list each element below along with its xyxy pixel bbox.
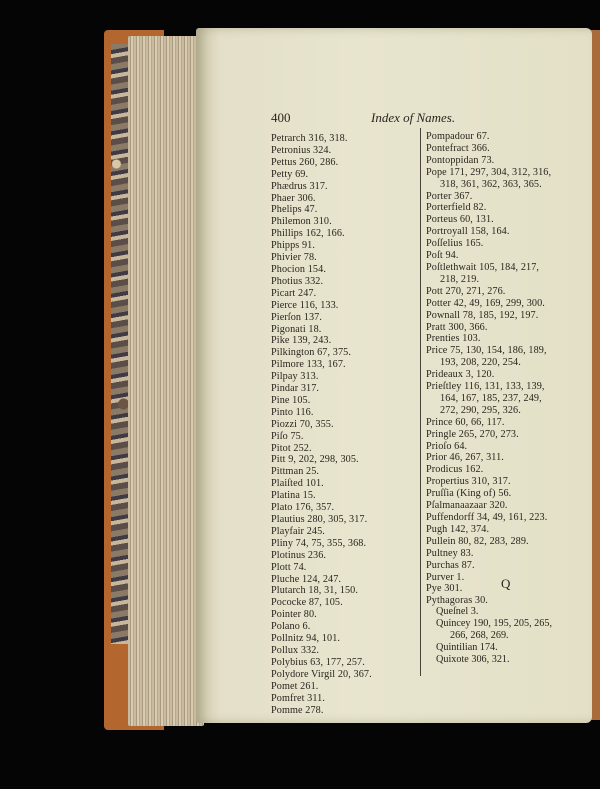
index-entry: Pringle 265, 270, 273. [426,428,519,440]
index-entry: Pierce 116, 133. [271,299,339,311]
index-entry: Poſſelius 165. [426,238,484,250]
index-entry: Plaiſted 101. [271,478,324,490]
index-entry: Philemon 310. [271,216,332,228]
index-entry: Plautius 280, 305, 317. [271,514,368,525]
index-entry: 164, 167, 185, 237, 249, [440,392,542,404]
index-entry: Pierſon 137. [271,311,323,323]
index-entry: Pott 270, 271, 276. [426,285,506,297]
index-entry: Portroyall 158, 164. [426,226,510,238]
column-divider [420,128,421,676]
index-entry: Pontoppidan 73. [426,154,495,166]
index-entry: 218, 219. [440,273,480,285]
index-entry: Pine 105. [271,394,311,406]
index-entry: Pilmore 133, 167. [271,359,346,371]
index-entry: Prioſo 64. [426,440,468,452]
index-entry: Pomme 278. [271,704,324,716]
page-number: 400 [271,110,291,125]
page-header [196,110,592,128]
index-entry: Pollux 332. [271,644,320,656]
index-entry: Purver 1. [426,571,465,583]
index-entry: Propertius 310, 317. [426,476,511,488]
index-entry: Quintilian 174. [436,641,498,653]
index-entry: Polybius 63, 177, 257. [271,656,365,668]
index-entry: Prior 46, 267, 311. [426,452,504,464]
index-entry: Prince 60, 66, 117. [426,416,505,428]
index-entry: Petronius 324. [271,144,332,156]
index-entry: Prideaux 3, 120. [426,369,495,381]
index-entry: Picart 247. [271,287,317,299]
index-entry: Pugh 142, 374. [426,523,490,535]
index-entry: Phocion 154. [271,263,326,275]
index-entry: 266, 268, 269. [450,629,509,641]
index-entry: Pluche 124, 247. [271,573,342,585]
index-entry: 193, 208, 220, 254. [440,357,521,369]
index-entry: Queſnel 3. [436,606,479,617]
index-entry: Poſtlethwait 105, 184, 217, [426,261,540,273]
index-column-q [436,606,586,666]
index-entry: Quixote 306, 321. [436,653,510,665]
index-entry: Pike 139, 243. [271,335,332,347]
marbled-endpaper [111,44,129,644]
index-entry: Pitt 9, 202, 298, 305. [271,454,359,466]
index-entry: Pompadour 67. [426,131,490,142]
index-entry: Pontefract 366. [426,142,490,154]
index-entry: Pomet 261. [271,680,319,692]
index-entry: Petty 69. [271,168,309,180]
index-entry: Playfair 245. [271,525,325,537]
index-entry: Phivier 78. [271,252,317,264]
index-entry: Pindar 317. [271,383,320,395]
index-entry: Puffendorff 34, 49, 161, 223. [426,512,548,523]
index-entry: Prieſtley 116, 131, 133, 139, [426,381,545,393]
index-entry: Petrarch 316, 318. [271,133,348,144]
index-entry: Pittman 25. [271,466,320,478]
index-entry: Price 75, 130, 154, 186, 189, [426,345,547,357]
index-entry: Plato 176, 357. [271,502,335,514]
index-entry: Pitot 252. [271,442,312,454]
index-entry: Pliny 74, 75, 355, 368. [271,537,367,549]
index-entry: Phædrus 317. [271,180,328,192]
index-entry: Purchas 87. [426,559,475,571]
index-entry: Porteus 60, 131. [426,214,494,226]
index-entry: Porter 367. [426,190,473,202]
index-entry: Pratt 300, 366. [426,321,488,333]
section-letter: Q [501,576,511,591]
index-entry: Pruſſia (King of) 56. [426,488,512,500]
index-entry: Pinto 116. [271,406,314,418]
index-entry: 318, 361, 362, 363, 365. [440,178,542,190]
index-entry: Prodicus 162. [426,464,484,476]
index-column-left [271,133,421,716]
index-entry: Plutarch 18, 31, 150. [271,585,358,597]
index-entry: Pettus 260, 286. [271,156,339,168]
running-title: Index of Names. [371,110,456,125]
index-entry: Pye 301. [426,583,463,595]
index-entry: Pope 171, 297, 304, 312, 316, [426,166,552,178]
index-entry: Pilpay 313. [271,371,319,383]
index-entry: Plotinus 236. [271,549,327,561]
index-entry: Porterfield 82. [426,202,487,214]
index-entry: Phillips 162, 166. [271,228,345,240]
index-entry: Plott 74. [271,561,307,573]
index-entry: Poſt 94. [426,250,459,262]
index-entry: Pythagoras 30. [426,595,488,607]
book-page [196,28,592,723]
index-entry: Platina 15. [271,490,316,502]
index-entry: Piozzi 70, 355. [271,418,334,430]
index-entry: Pococke 87, 105. [271,597,343,609]
index-entry: Pointer 80. [271,609,317,621]
index-entry: Phipps 91. [271,240,316,252]
index-entry: Piſo 75. [271,430,304,442]
index-entry: 272, 290, 295, 326. [440,404,521,416]
index-entry: Prenties 103. [426,333,481,345]
index-entry: Pſalmanaazaar 320. [426,500,508,512]
index-entry: Potter 42, 49, 169, 299, 300. [426,297,545,309]
index-column-right [426,131,586,607]
index-entry: Pultney 83. [426,547,474,559]
index-entry: Pullein 80, 82, 283, 289. [426,535,529,547]
index-entry: Photius 332. [271,275,324,287]
index-entry: Pigonati 18. [271,323,322,335]
index-entry: Polano 6. [271,621,311,633]
page-edges [128,36,204,726]
index-entry: Pomfret 311. [271,692,326,704]
index-entry: Pollnitz 94, 101. [271,633,341,645]
index-entry: Phelips 47. [271,204,318,216]
index-entry: Phaer 306. [271,192,316,204]
index-entry: Polydore Virgil 20, 367. [271,668,372,680]
index-entry: Pilkington 67, 375. [271,347,352,359]
index-entry: Pownall 78, 185, 192, 197. [426,309,539,321]
index-entry: Quincey 190, 195, 205, 265, [436,617,553,629]
